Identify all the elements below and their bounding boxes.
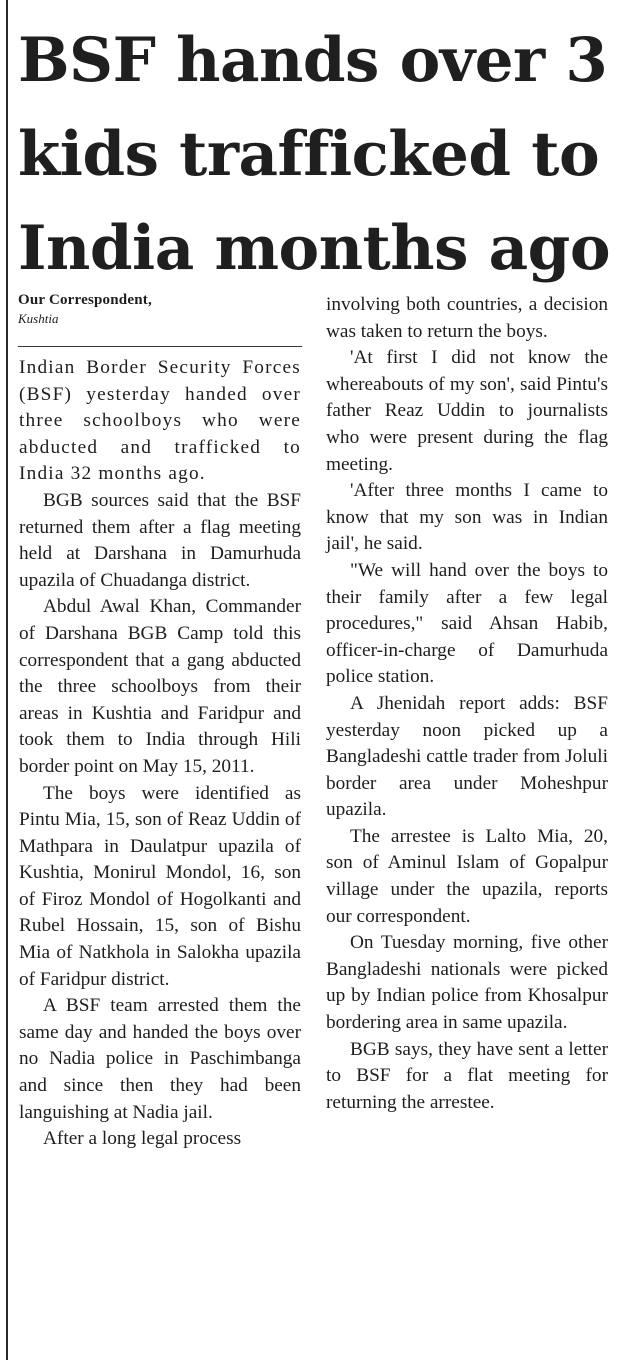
headline-line-3: India months ago [18,213,611,284]
article-paragraph: 'At first I did not know the whereabouts of my son', said Pintu's father Reaz Uddin to journalists who were present during the flag meeting. [326,347,608,475]
left-column-rule [6,0,8,1360]
article-paragraph: Abdul Awal Khan, Commander of Darshana BGB Camp told this correspondent that a gang abducted the three schoolboys from their areas in Kushtia and Faridpur and took them to India through Hili border point on May 15, 2011. [19,596,301,777]
byline-author: Our Correspondent, [18,292,152,308]
article-paragraph: A Jhenidah report adds: BSF yesterday noon picked up a Bangladeshi cattle trader from Joluli border area under Moheshpur upazila. [326,692,608,821]
article-paragraph: After a long legal process [43,1128,242,1150]
article-paragraph-continued: involving both countries, a decision was taken to return the boys. [326,294,608,342]
article-paragraph: The boys were identified as Pintu Mia, 15, son of Reaz Uddin of Mathpara in Daulatpur upazila of Kushtia, Monirul Mondol, 16, son of Firoz Mondol of Hogolkanti and Rubel Hossain, 15, son of Bishu Mia of Natkhola in Salokha upazila of Faridpur district. [19,782,301,990]
byline [18,292,308,327]
article-paragraph: Indian Border Security Forces (BSF) yesterday handed over three schoolboys who were abducted and trafficked to India 32 months ago. [19,357,301,485]
article-paragraph: 'After three months I came to know that my son was in Indian jail', he said. [326,480,608,555]
byline-place: Kushtia [18,311,59,326]
article-paragraph: The arrestee is Lalto Mia, 20, son of Aminul Islam of Gopalpur village under the upazila, reports our correspondent. [326,825,608,927]
headline-line-2: kids trafficked to [18,119,600,190]
article-paragraph: BGB says, they have sent a letter to BSF for a flat meeting for returning the arrestee. [326,1038,608,1113]
article-column-2 [326,292,608,1116]
article-paragraph: "We will hand over the boys to their family after a few legal procedures," said Ahsan Habib, officer-in-charge of Damurhuda police station. [326,559,608,688]
article-column-1 [19,355,301,1153]
headline-line-1: BSF hands over 3 [18,25,608,96]
article-paragraph: BGB sources said that the BSF returned them after a flag meeting held at Darshana in Damurhuda upazila of Chuadanga district. [19,489,301,591]
article-paragraph: On Tuesday morning, five other Bangladeshi nationals were picked up by Indian police from Khosalpur bordering area in same upazila. [326,932,608,1034]
byline-divider [18,346,302,347]
headline [18,14,616,296]
article-paragraph: A BSF team arrested them the same day and handed the boys over no Nadia police in Paschimbanga and since then they had been languishing at Nadia jail. [19,995,301,1123]
